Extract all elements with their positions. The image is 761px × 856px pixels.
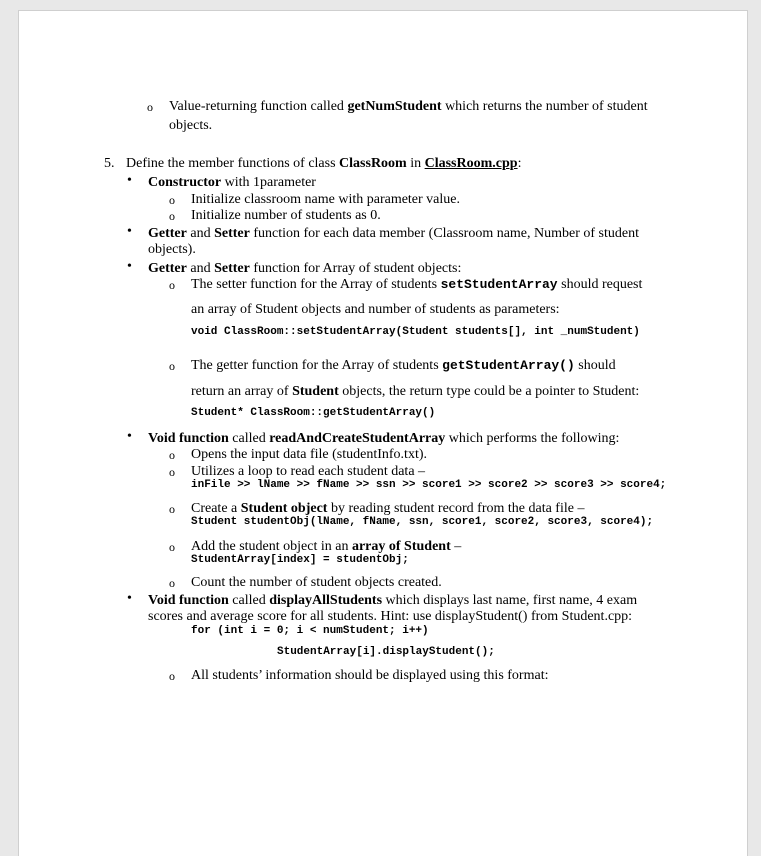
read-step-create-object: Create a Student object by reading student record from the data file – (191, 501, 585, 516)
getter-signature: Student* ClassRoom::getStudentArray() (191, 407, 436, 419)
document-page (18, 10, 748, 856)
display-call-code: StudentArray[i].displayStudent(); (277, 646, 495, 658)
setter-description: The setter function for the Array of students setStudentArray should request (191, 277, 643, 292)
circle-bullet-icon: o (147, 100, 153, 114)
read-step-loop: Utilizes a loop to read each student data – (191, 464, 426, 479)
item5-heading: Define the member functions of class ClassRoom in ClassRoom.cpp: (126, 156, 522, 171)
constructor-sub1: Initialize classroom name with parameter value. (191, 192, 461, 207)
circle-bullet-icon: o (169, 193, 175, 207)
circle-bullet-icon: o (169, 278, 175, 292)
create-object-code: Student studentObj(lName, fName, ssn, score1, score2, score3, score4); (191, 516, 654, 528)
circle-bullet-icon: o (169, 669, 175, 683)
getter-setter-data-members: Getter and Setter function for each data member (Classroom name, Number of student (148, 226, 639, 241)
circle-bullet-icon: o (169, 540, 175, 554)
bullet-icon: • (127, 224, 132, 239)
read-step-open-file: Opens the input data file (studentInfo.txt). (191, 447, 427, 462)
constructor-item: Constructor with 1parameter (148, 175, 316, 190)
read-step-add-to-array: Add the student object in an array of Student – (191, 539, 462, 554)
read-loop-code: inFile >> lName >> fName >> ssn >> score1 >> score2 >> score3 >> score4; (191, 479, 667, 491)
item-number: 5. (104, 156, 115, 171)
display-function-line2: scores and average score for all students. Hint: use displayStudent() from Student.cpp: (148, 609, 633, 624)
display-format-note: All students’ information should be displayed using this format: (191, 668, 549, 683)
bullet-icon: • (127, 259, 132, 274)
display-loop-code: for (int i = 0; i < numStudent; i++) (191, 625, 429, 637)
circle-bullet-icon: o (169, 576, 175, 590)
read-step-count: Count the number of student objects created. (191, 575, 442, 590)
getter-setter-data-members-line2: objects). (148, 242, 196, 257)
read-function-item: Void function called readAndCreateStudentArray which performs the following: (148, 431, 620, 446)
display-function-item: Void function called displayAllStudents which displays last name, first name, 4 exam (148, 593, 638, 608)
bullet-icon: • (127, 173, 132, 188)
getter-description-line2: return an array of Student objects, the return type could be a pointer to Student: (191, 384, 640, 399)
setter-signature: void ClassRoom::setStudentArray(Student students[], int _numStudent) (191, 326, 640, 338)
getter-description: The getter function for the Array of students getStudentArray() should (191, 358, 616, 373)
circle-bullet-icon: o (169, 465, 175, 479)
add-to-array-code: StudentArray[index] = studentObj; (191, 554, 409, 566)
circle-bullet-icon: o (169, 359, 175, 373)
getnumstudent-item: Value-returning function called getNumStudent which returns the number of student (169, 99, 648, 114)
circle-bullet-icon: o (169, 448, 175, 462)
constructor-sub2: Initialize number of students as 0. (191, 208, 381, 223)
circle-bullet-icon: o (169, 502, 175, 516)
getter-setter-array: Getter and Setter function for Array of student objects: (148, 261, 462, 276)
circle-bullet-icon: o (169, 209, 175, 223)
bullet-icon: • (127, 429, 132, 444)
setter-description-line2: an array of Student objects and number of students as parameters: (191, 302, 560, 317)
bullet-icon: • (127, 591, 132, 606)
getnumstudent-item-line2: objects. (169, 118, 213, 133)
